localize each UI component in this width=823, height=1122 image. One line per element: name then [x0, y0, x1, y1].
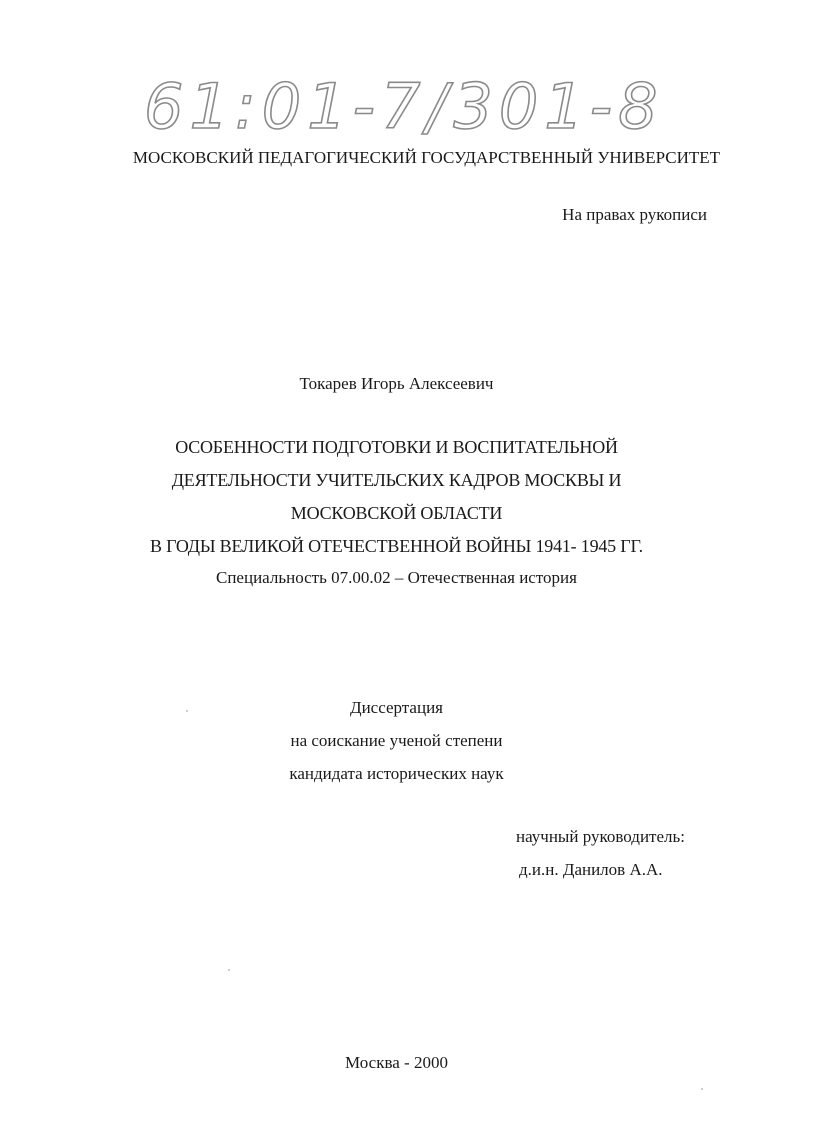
title-line-4: В ГОДЫ ВЕЛИКОЙ ОТЕЧЕСТВЕННОЙ ВОЙНЫ 1941- 1945 ГГ. [150, 536, 643, 556]
university-name: МОСКОВСКИЙ ПЕДАГОГИЧЕСКИЙ ГОСУДАРСТВЕННЫЙ УНИВЕРСИТЕТ [132, 148, 721, 167]
handwritten-code-text: 61:01-7/301-8 [144, 70, 664, 143]
handwritten-archive-code [140, 66, 664, 146]
supervisor-label: научный руководитель: [516, 827, 685, 846]
rights-note: На правах рукописи [562, 205, 707, 224]
author-name: Токарев Игорь Алексеевич [299, 374, 494, 393]
dissertation-label: Диссертация [349, 698, 443, 717]
degree-purpose: на соискание ученой степени [290, 731, 503, 750]
title-line-2: ДЕЯТЕЛЬНОСТИ УЧИТЕЛЬСКИХ КАДРОВ МОСКВЫ И [171, 470, 622, 490]
specialty: Специальность 07.00.02 – Отечественная история [216, 568, 577, 587]
handwritten-code-drawing [140, 66, 664, 146]
degree-name: кандидата исторических наук [289, 764, 504, 783]
supervisor-name: д.и.н. Данилов А.А. [519, 860, 663, 879]
city-year: Москва - 2000 [345, 1053, 448, 1072]
scan-speck [228, 969, 230, 971]
scan-speck [701, 1088, 703, 1090]
title-line-1: ОСОБЕННОСТИ ПОДГОТОВКИ И ВОСПИТАТЕЛЬНОЙ [175, 437, 618, 457]
scan-speck [186, 710, 188, 712]
title-line-3: МОСКОВСКОЙ ОБЛАСТИ [290, 503, 503, 523]
